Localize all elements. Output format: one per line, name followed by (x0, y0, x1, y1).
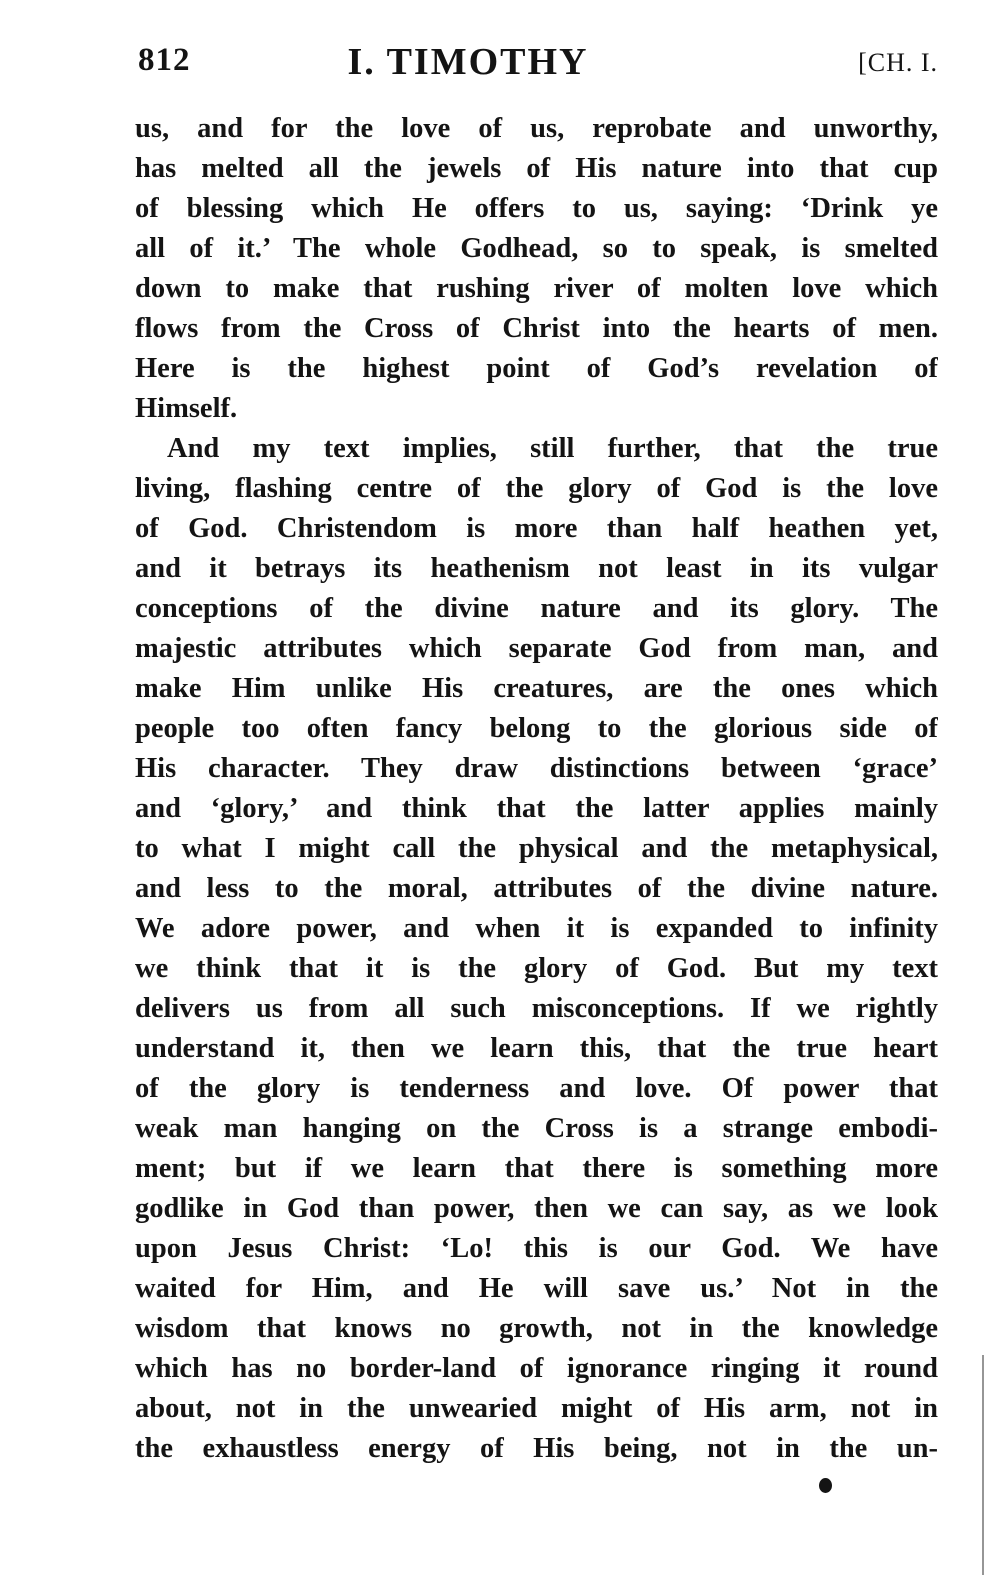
body-text (135, 109, 938, 1469)
text-line: people too often fancy belong to the glorious side of (135, 713, 938, 744)
text-line: which has no border-land of ignorance ringing it round (135, 1353, 938, 1384)
text-line: of the glory is tenderness and love. Of power that (135, 1073, 938, 1104)
text-line: to what I might call the physical and the metaphysical, (135, 833, 938, 864)
text-line: conceptions of the divine nature and its glory. The (135, 593, 938, 624)
text-line: We adore power, and when it is expanded to infinity (135, 913, 938, 944)
text-line: weak man hanging on the Cross is a strange embodi- (135, 1113, 938, 1144)
text-line: His character. They draw distinctions between ‘grace’ (135, 753, 938, 784)
text-line: living, flashing centre of the glory of God is the love (135, 473, 938, 504)
text-line: And my text implies, still further, that the true (167, 433, 938, 464)
text-line: make Him unlike His creatures, are the ones which (135, 673, 938, 704)
text-line: flows from the Cross of Christ into the hearts of men. (135, 313, 938, 344)
text-line: about, not in the unwearied might of His arm, not in (135, 1393, 938, 1424)
text-line: godlike in God than power, then we can say, as we look (135, 1193, 938, 1224)
text-line: and less to the moral, attributes of the divine nature. (135, 873, 938, 904)
text-line: us, and for the love of us, reprobate and unworthy, (135, 113, 938, 144)
chapter-reference: [CH. I. (858, 48, 938, 77)
text-line: understand it, then we learn this, that the true heart (135, 1033, 938, 1064)
text-line: waited for Him, and He will save us.’ Not in the (135, 1273, 938, 1304)
text-line: Himself. (135, 393, 238, 424)
text-line: majestic attributes which separate God from man, and (135, 633, 938, 664)
book-title: I. TIMOTHY (347, 41, 589, 83)
scan-edge-line (982, 1355, 984, 1575)
running-head (138, 40, 938, 86)
text-line: and it betrays its heathenism not least in its vulgar (135, 553, 938, 584)
text-line: wisdom that knows no growth, not in the knowledge (135, 1313, 938, 1344)
text-line: delivers us from all such misconceptions. If we rightly (135, 993, 938, 1024)
text-line: ment; but if we learn that there is something more (135, 1153, 938, 1184)
ink-dot-mark (819, 1478, 832, 1493)
text-line: of blessing which He offers to us, saying: ‘Drink ye (135, 193, 938, 224)
text-line: the exhaustless energy of His being, not in the un- (135, 1433, 938, 1464)
text-line: Here is the highest point of God’s revelation of (135, 353, 938, 384)
text-line: upon Jesus Christ: ‘Lo! this is our God. We have (135, 1233, 938, 1264)
text-line: we think that it is the glory of God. But my text (135, 953, 938, 984)
text-line: and ‘glory,’ and think that the latter applies mainly (135, 793, 938, 824)
text-line: of God. Christendom is more than half heathen yet, (135, 513, 938, 544)
text-line: has melted all the jewels of His nature into that cup (135, 153, 938, 184)
page-number: 812 (138, 42, 191, 78)
text-line: all of it.’ The whole Godhead, so to speak, is smelted (135, 233, 938, 264)
text-line: down to make that rushing river of molten love which (135, 273, 938, 304)
